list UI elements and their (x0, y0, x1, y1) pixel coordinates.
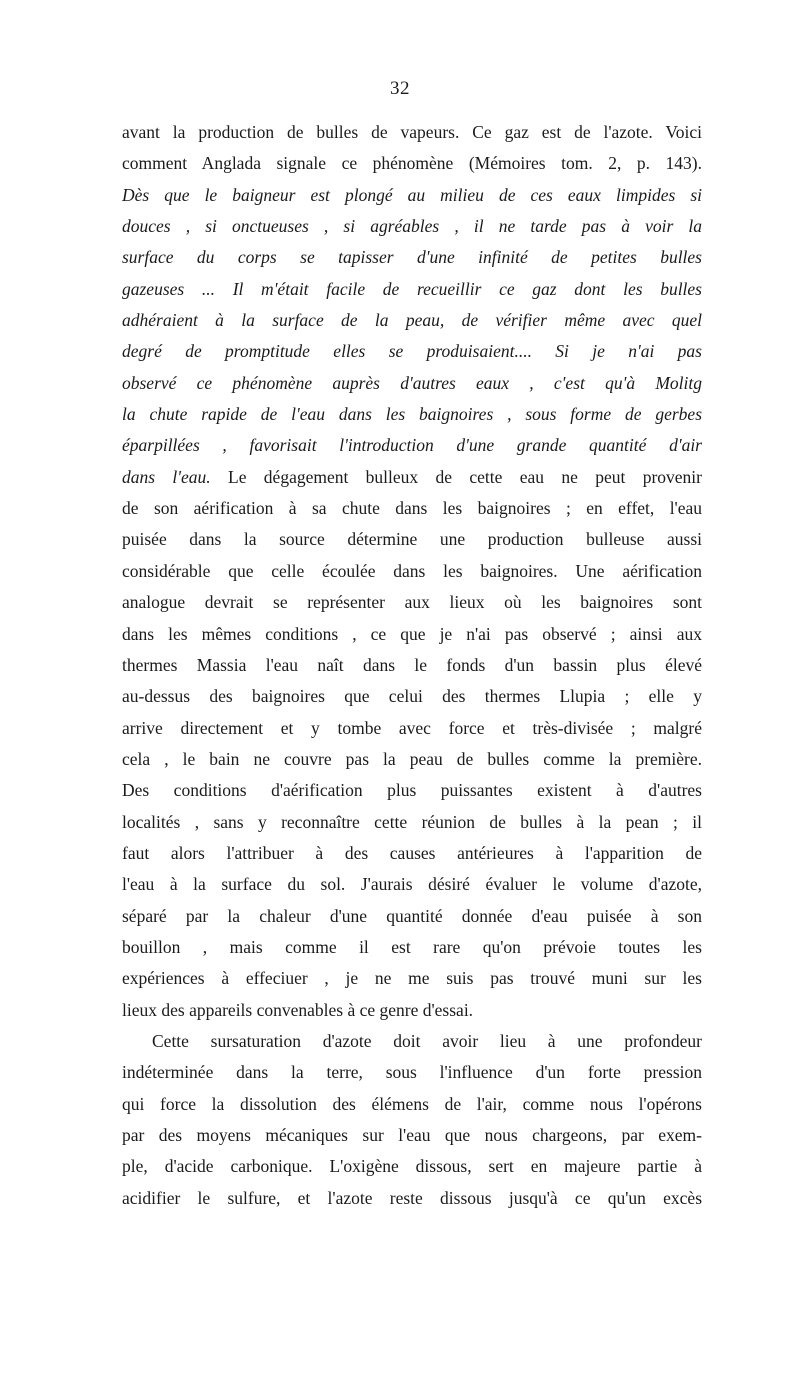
text-line: thermes Massia l'eau naît dans le fonds d'un bassin plus élevé (122, 654, 702, 675)
text-line: bouillon , mais comme il est rare qu'on prévoie toutes les (122, 936, 702, 957)
text-line: douces , si onctueuses , si agréables , il ne tarde pas à voir la (122, 216, 702, 237)
page-number: 32 (390, 78, 410, 99)
text-line: acidifier le sulfure, et l'azote reste dissous jusqu'à ce qu'un excès (122, 1187, 702, 1208)
text-line: Dès que le baigneur est plongé au milieu de ces eaux limpides si (122, 184, 702, 205)
text-line: comment Anglada signale ce phénomène (Mémoires tom. 2, p. 143). (122, 153, 702, 174)
text-line: lieux des appareils convenables à ce genre d'essai. (122, 999, 474, 1020)
text-line: cela , le bain ne couvre pas la peau de bulles comme la première. (122, 748, 702, 769)
text-line: puisée dans la source détermine une production bulleuse aussi (122, 529, 702, 550)
text-line: ple, d'acide carbonique. L'oxigène dissous, sert en majeure partie à (122, 1156, 702, 1177)
text-line: gazeuses ... Il m'était facile de recueillir ce gaz dont les bulles (122, 278, 702, 299)
text-line: de son aérification à sa chute dans les baignoires ; en effet, l'eau (122, 498, 702, 519)
text-line: localités , sans y reconnaître cette réunion de bulles à la pean ; il (122, 811, 702, 832)
text-line: séparé par la chaleur d'une quantité donnée d'eau puisée à son (122, 905, 702, 926)
text-line: faut alors l'attribuer à des causes antérieures à l'apparition de (122, 842, 702, 863)
text-line: arrive directement et y tombe avec force et très-divisée ; malgré (122, 717, 702, 738)
text-line: surface du corps se tapisser d'une infinité de petites bulles (122, 247, 702, 268)
text-line: avant la production de bulles de vapeurs. Ce gaz est de l'azote. Voici (122, 122, 702, 142)
text-line: dans les mêmes conditions , ce que je n'ai pas observé ; ainsi aux (122, 623, 702, 644)
text-line: au-dessus des baignoires que celui des thermes Llupia ; elle y (122, 686, 702, 707)
text-line: expériences à effeciuer , je ne me suis pas trouvé muni sur les (122, 968, 702, 989)
text-line: Des conditions d'aérification plus puissantes existent à d'autres (122, 780, 702, 801)
text-line: observé ce phénomène auprès d'autres eaux , c'est qu'à Molitg (122, 372, 702, 393)
roman-fragment: Le dégagement bulleux de cette eau ne peut provenir (210, 466, 702, 487)
text-line: indéterminée dans la terre, sous l'influence d'un forte pression (122, 1062, 702, 1083)
paragraph-start-line: Cette sursaturation d'azote doit avoir lieu à une profondeur (152, 1030, 702, 1051)
text-line: éparpillées , favorisait l'introduction d'une grande quantité d'air (122, 435, 702, 456)
body-text (122, 117, 702, 1214)
text-line: la chute rapide de l'eau dans les baignoires , sous forme de gerbes (122, 404, 702, 425)
text-line: considérable que celle écoulée dans les baignoires. Une aérification (122, 560, 702, 581)
italic-fragment: dans l'eau. (122, 466, 211, 487)
text-line: adhéraient à la surface de la peau, de vérifier même avec quel (122, 310, 702, 331)
text-line-mixed (122, 462, 702, 493)
text-line: l'eau à la surface du sol. J'aurais désiré évaluer le volume d'azote, (122, 874, 702, 895)
text-line: qui force la dissolution des élémens de l'air, comme nous l'opérons (122, 1093, 702, 1114)
text-line: analogue devrait se représenter aux lieux où les baignoires sont (122, 592, 702, 613)
text-line: degré de promptitude elles se produisaient.... Si je n'ai pas (122, 341, 702, 362)
text-line: par des moyens mécaniques sur l'eau que nous chargeons, par exem- (122, 1125, 702, 1145)
